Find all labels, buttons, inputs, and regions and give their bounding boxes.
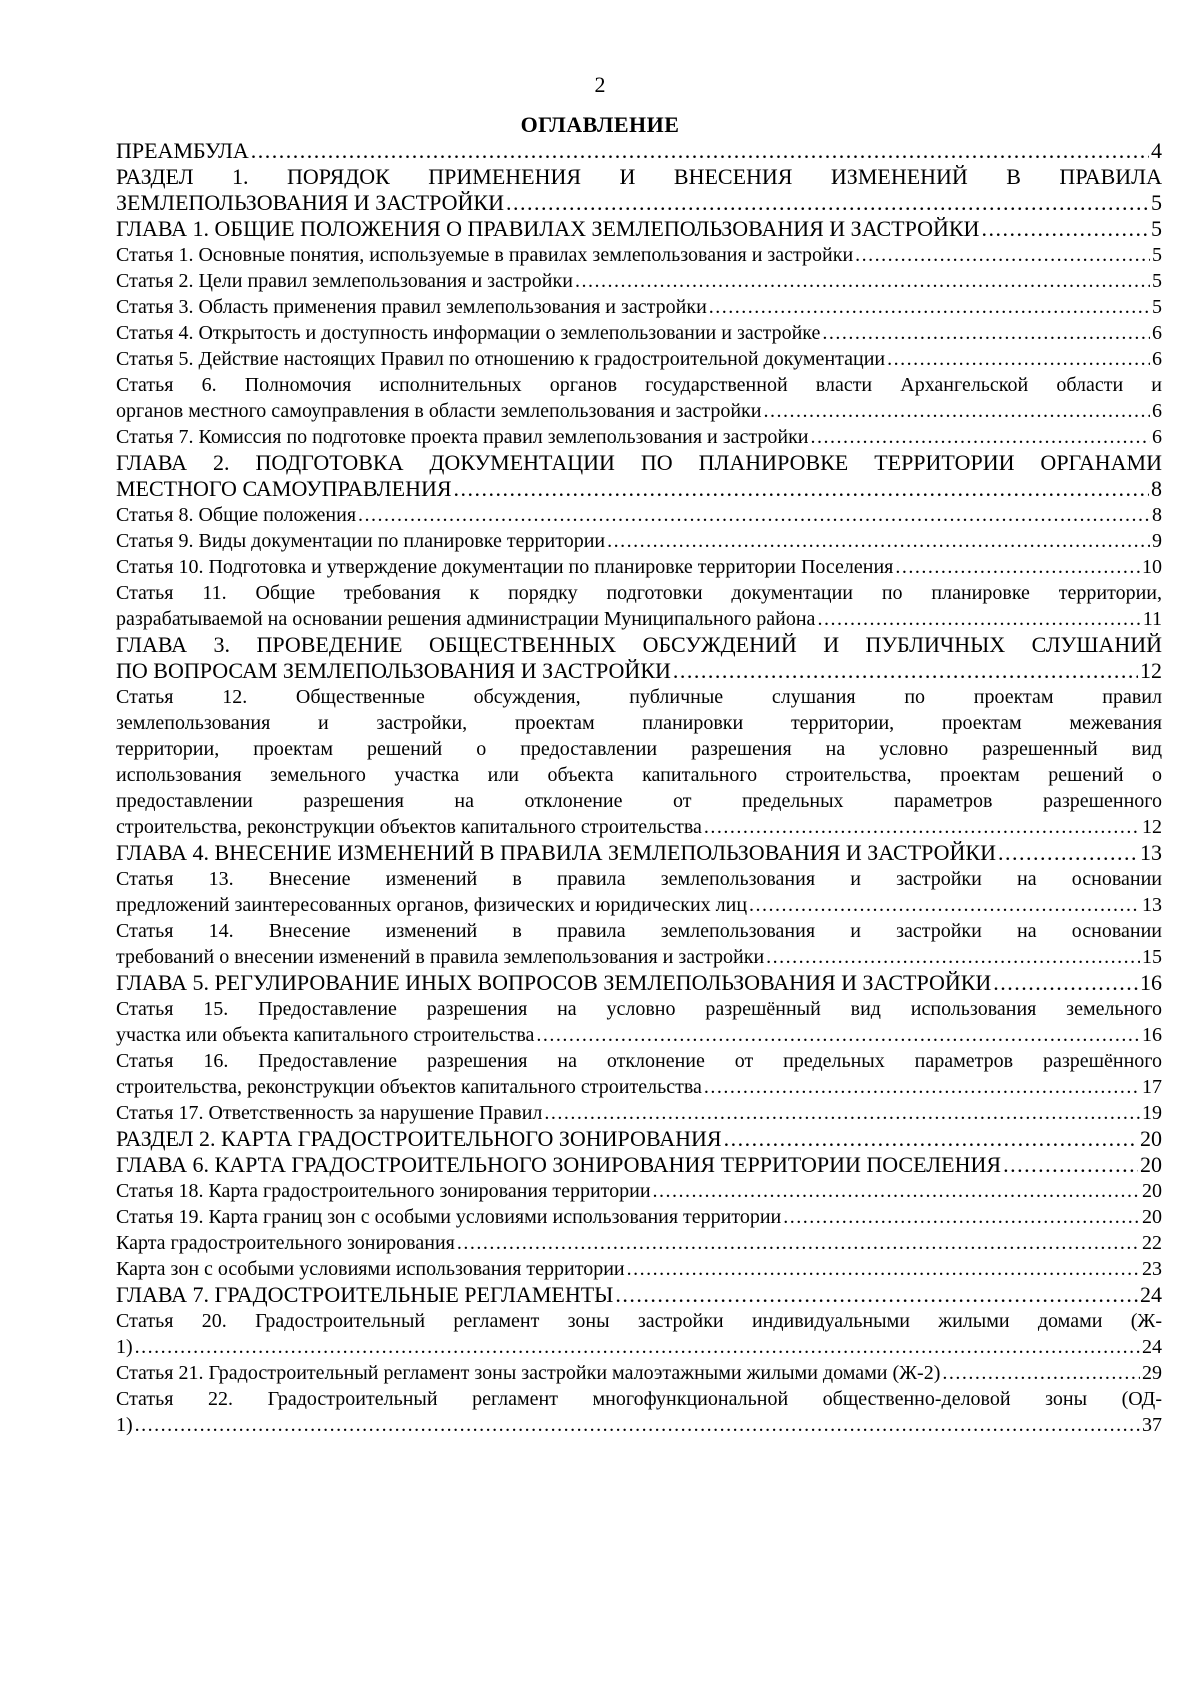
toc-entry-row [116,242,1162,268]
toc-entry-row [116,892,1162,918]
toc-entry-title: Статья 4. Открытость и доступность информации о землепользовании и застройке [116,322,821,344]
toc-entry[interactable] [116,242,1162,268]
toc-page-number: 5 [1151,190,1162,215]
dot-leader [766,944,1140,970]
toc-entry-row [116,1412,1162,1438]
toc-entry-row [116,840,1162,866]
toc-entry-title: Статья 3. Область применения правил землепользования и застройки [116,296,707,318]
toc-entry[interactable] [116,294,1162,320]
toc-entry[interactable] [116,1386,1162,1438]
toc-page-number: 5 [1151,216,1162,241]
toc-entry-title: Статья 17. Ответственность за нарушение Правил [116,1102,543,1124]
toc-entry-title: ПО ВОПРОСАМ ЗЕМЛЕПОЛЬЗОВАНИЯ И ЗАСТРОЙКИ [116,658,671,683]
toc-entry[interactable] [116,554,1162,580]
toc-page-number: 17 [1142,1076,1162,1098]
toc-entry-row [116,216,1162,242]
dot-leader [981,216,1149,242]
toc-entry[interactable] [116,164,1162,216]
toc-page-number: 6 [1152,348,1162,370]
toc-page-number: 20 [1140,1126,1162,1151]
dot-leader [1003,1152,1138,1178]
dot-leader [627,1256,1140,1282]
toc-entry-row [116,814,1162,840]
toc-entry-title: ГЛАВА 6. КАРТА ГРАДОСТРОИТЕЛЬНОГО ЗОНИРОВАНИЯ ТЕРРИТОРИИ ПОСЕЛЕНИЯ [116,1152,1002,1177]
toc-page-number: 8 [1152,504,1162,526]
dot-leader [998,840,1138,866]
toc-entry-text-line: Статья 22. Градостроительный регламент многофункциональной общественно-деловой зоны (ОД- [116,1388,1162,1410]
page-number: 2 [594,72,606,97]
toc-page-number: 5 [1152,270,1162,292]
toc-entry[interactable] [116,1204,1162,1230]
toc-entry-row [116,1282,1162,1308]
toc-entry[interactable] [116,866,1162,918]
toc-entry-text-line: Статья 14. Внесение изменений в правила землепользования и застройки на основании [116,920,1162,942]
toc-entry[interactable] [116,1230,1162,1256]
toc-page-number: 12 [1142,816,1162,838]
toc-entry-row [116,1230,1162,1256]
toc-entry[interactable] [116,216,1162,242]
toc-entry[interactable] [116,502,1162,528]
toc-entry-title: Статья 9. Виды документации по планировке территории [116,530,606,552]
toc-page-number: 20 [1140,1152,1162,1177]
toc-entry[interactable] [116,372,1162,424]
toc-entry-title: ГЛАВА 7. ГРАДОСТРОИТЕЛЬНЫЕ РЕГЛАМЕНТЫ [116,1282,614,1307]
toc-entry-title: ПРЕАМБУЛА [116,138,249,163]
toc-entry[interactable] [116,918,1162,970]
toc-entry-row [116,528,1162,554]
toc-entry[interactable] [116,1282,1162,1308]
toc-entry-title: 1) [116,1414,133,1436]
toc-page-number: 23 [1142,1258,1162,1280]
toc-page-number: 20 [1142,1180,1162,1202]
dot-leader [822,320,1150,346]
toc-entry-text-line: землепользования и застройки, проектам планировки территории, проектам межевания [116,712,1162,734]
toc-entry[interactable] [116,684,1162,840]
dot-leader [855,242,1150,268]
toc-page-number: 24 [1140,1282,1162,1307]
toc-entry[interactable] [116,528,1162,554]
toc-entry[interactable] [116,346,1162,372]
dot-leader [536,1022,1140,1048]
dot-leader [763,398,1150,424]
toc-entry[interactable] [116,424,1162,450]
toc-entry[interactable] [116,1360,1162,1386]
toc-entry-row [116,554,1162,580]
toc-entry-row [116,476,1162,502]
toc-entry-title: РАЗДЕЛ 2. КАРТА ГРАДОСТРОИТЕЛЬНОГО ЗОНИРОВАНИЯ [116,1126,722,1151]
toc-page-number: 15 [1142,946,1162,968]
toc-entry-title: органов местного самоуправления в области землепользования и застройки [116,400,762,422]
toc-title: ОГЛАВЛЕНИЕ [520,112,680,137]
toc-entry-title: Статья 10. Подготовка и утверждение документации по планировке территории Поселения [116,556,894,578]
toc-entry-text-line: Статья 20. Градостроительный регламент зоны застройки индивидуальными жилыми домами (Ж- [116,1310,1162,1332]
toc-entry[interactable] [116,840,1162,866]
toc-entry-row [116,346,1162,372]
toc-entry-title: ГЛАВА 4. ВНЕСЕНИЕ ИЗМЕНЕНИЙ В ПРАВИЛА ЗЕМЛЕПОЛЬЗОВАНИЯ И ЗАСТРОЙКИ [116,840,996,865]
toc-entry-row [116,658,1162,684]
dot-leader [817,606,1140,632]
toc-entry-title: ГЛАВА 5. РЕГУЛИРОВАНИЕ ИНЫХ ВОПРОСОВ ЗЕМЛЕПОЛЬЗОВАНИЯ И ЗАСТРОЙКИ [116,970,992,995]
toc-page-number: 5 [1152,296,1162,318]
toc-entry-title: Статья 7. Комиссия по подготовке проекта правил землепользования и застройки [116,426,809,448]
toc-entry-text-line: ГЛАВА 2. ПОДГОТОВКА ДОКУМЕНТАЦИИ ПО ПЛАНИРОВКЕ ТЕРРИТОРИИ ОРГАНАМИ [116,450,1162,475]
dot-leader [251,138,1149,164]
toc-entry-title: МЕСТНОГО САМОУПРАВЛЕНИЯ [116,476,452,501]
toc-entry-title: Статья 19. Карта границ зон с особыми условиями использования территории [116,1206,782,1228]
dot-leader [544,1100,1140,1126]
toc-entry-text-line: Статья 11. Общие требования к порядку подготовки документации по планировке территории, [116,582,1162,604]
toc-entry-row [116,138,1162,164]
toc-page-number: 9 [1152,530,1162,552]
toc-page-number: 13 [1140,840,1162,865]
toc-entry[interactable] [116,1308,1162,1360]
toc-entry-title: участка или объекта капитального строительства [116,1024,535,1046]
toc-entry-title: строительства, реконструкции объектов капитального строительства [116,816,702,838]
toc-entry[interactable] [116,320,1162,346]
toc-entry-title: Статья 5. Действие настоящих Правил по отношению к градостроительной документации [116,348,886,370]
toc-entry[interactable] [116,996,1162,1048]
toc-entry-row [116,424,1162,450]
toc-entry-title: 1) [116,1336,133,1358]
toc-page-number: 6 [1152,322,1162,344]
toc-page-number: 16 [1140,970,1162,995]
toc-entry[interactable] [116,450,1162,502]
dot-leader [704,814,1140,840]
toc-entry[interactable] [116,1152,1162,1178]
dot-leader [673,658,1138,684]
toc-entry-row [116,294,1162,320]
toc-entry[interactable] [116,632,1162,684]
toc-entry-title: Статья 18. Карта градостроительного зонирования территории [116,1180,651,1202]
toc-entry-row [116,970,1162,996]
toc-entry[interactable] [116,1256,1162,1282]
toc-entry-text-line: РАЗДЕЛ 1. ПОРЯДОК ПРИМЕНЕНИЯ И ВНЕСЕНИЯ ИЗМЕНЕНИЙ В ПРАВИЛА [116,164,1162,189]
dot-leader [135,1412,1140,1438]
toc-entry[interactable] [116,1048,1162,1100]
toc-entry-row [116,1100,1162,1126]
toc-entry-title: Статья 21. Градостроительный регламент зоны застройки малоэтажными жилыми домами (Ж-2) [116,1362,941,1384]
toc-entry-title: требований о внесении изменений в правила землепользования и застройки [116,946,765,968]
toc-entry-text-line: территории, проектам решений о предоставлении разрешения на условно разрешенный вид [116,738,1162,760]
toc-entry-title: ГЛАВА 1. ОБЩИЕ ПОЛОЖЕНИЯ О ПРАВИЛАХ ЗЕМЛЕПОЛЬЗОВАНИЯ И ЗАСТРОЙКИ [116,216,980,241]
toc-page-number: 6 [1152,400,1162,422]
table-of-contents [116,138,1162,1438]
toc-entry-title: Статья 8. Общие положения [116,504,357,526]
toc-entry-title: Статья 1. Основные понятия, используемые в правилах землепользования и застройки [116,244,854,266]
toc-entry-title: Карта градостроительного зонирования [116,1232,455,1254]
toc-entry-row [116,1178,1162,1204]
dot-leader [993,970,1138,996]
toc-entry-row [116,1152,1162,1178]
toc-entry-row [116,606,1162,632]
toc-entry-text-line: ГЛАВА 3. ПРОВЕДЕНИЕ ОБЩЕСТВЕННЫХ ОБСУЖДЕНИЙ И ПУБЛИЧНЫХ СЛУШАНИЙ [116,632,1162,657]
dot-leader [615,1282,1138,1308]
toc-page-number: 24 [1142,1336,1162,1358]
dot-leader [724,1126,1138,1152]
toc-entry-title: Статья 2. Цели правил землепользования и застройки [116,270,573,292]
toc-entry-text-line: Статья 6. Полномочия исполнительных органов государственной власти Архангельской области и [116,374,1162,396]
toc-entry-row [116,502,1162,528]
toc-entry-text-line: Статья 16. Предоставление разрешения на отклонение от предельных параметров разрешённого [116,1050,1162,1072]
dot-leader [709,294,1150,320]
dot-leader [575,268,1150,294]
toc-page-number: 12 [1140,658,1162,683]
dot-leader [811,424,1150,450]
toc-entry-row [116,1074,1162,1100]
toc-entry[interactable] [116,1100,1162,1126]
toc-page-number: 20 [1142,1206,1162,1228]
dot-leader [704,1074,1140,1100]
dot-leader [783,1204,1140,1230]
toc-entry-row [116,190,1162,216]
toc-page-number: 5 [1152,244,1162,266]
toc-entry-title: строительства, реконструкции объектов капитального строительства [116,1076,702,1098]
toc-entry-text-line: Статья 12. Общественные обсуждения, публичные слушания по проектам правил [116,686,1162,708]
dot-leader [135,1334,1140,1360]
toc-entry[interactable] [116,580,1162,632]
toc-entry-row [116,1256,1162,1282]
toc-entry-text-line: Статья 15. Предоставление разрешения на условно разрешённый вид использования земельного [116,998,1162,1020]
toc-entry[interactable] [116,138,1162,164]
toc-entry[interactable] [116,970,1162,996]
toc-page-number: 8 [1151,476,1162,501]
toc-page-number: 37 [1142,1414,1162,1436]
toc-page-number: 22 [1142,1232,1162,1254]
toc-entry-row [116,320,1162,346]
toc-page-number: 29 [1142,1362,1162,1384]
toc-page-number: 16 [1142,1024,1162,1046]
toc-entry-text-line: использования земельного участка или объекта капитального строительства, проектам решений о [116,764,1162,786]
toc-page-number: 4 [1151,138,1162,163]
toc-page-number: 6 [1152,426,1162,448]
toc-entry-row [116,1334,1162,1360]
toc-entry-row [116,268,1162,294]
dot-leader [454,476,1149,502]
toc-entry[interactable] [116,1126,1162,1152]
toc-entry-row [116,1022,1162,1048]
toc-page-number: 11 [1142,608,1162,630]
dot-leader [358,502,1150,528]
dot-leader [653,1178,1140,1204]
toc-page-number: 10 [1142,556,1162,578]
dot-leader [506,190,1149,216]
toc-entry[interactable] [116,268,1162,294]
toc-entry-row [116,398,1162,424]
dot-leader [942,1360,1140,1386]
toc-entry-row [116,1204,1162,1230]
dot-leader [895,554,1140,580]
toc-entry[interactable] [116,1178,1162,1204]
toc-page-number: 13 [1142,894,1162,916]
toc-page-number: 19 [1142,1102,1162,1124]
toc-entry-row [116,1126,1162,1152]
dot-leader [887,346,1150,372]
toc-entry-title: ЗЕМЛЕПОЛЬЗОВАНИЯ И ЗАСТРОЙКИ [116,190,504,215]
toc-entry-text-line: предоставлении разрешения на отклонение от предельных параметров разрешенного [116,790,1162,812]
toc-entry-title: разрабатываемой на основании решения администрации Муниципального района [116,608,816,630]
toc-entry-row [116,1360,1162,1386]
dot-leader [749,892,1140,918]
dot-leader [607,528,1150,554]
dot-leader [457,1230,1140,1256]
toc-entry-row [116,944,1162,970]
toc-entry-title: предложений заинтересованных органов, физических и юридических лиц [116,894,748,916]
toc-entry-title: Карта зон с особыми условиями использования территории [116,1258,625,1280]
toc-entry-text-line: Статья 13. Внесение изменений в правила землепользования и застройки на основании [116,868,1162,890]
